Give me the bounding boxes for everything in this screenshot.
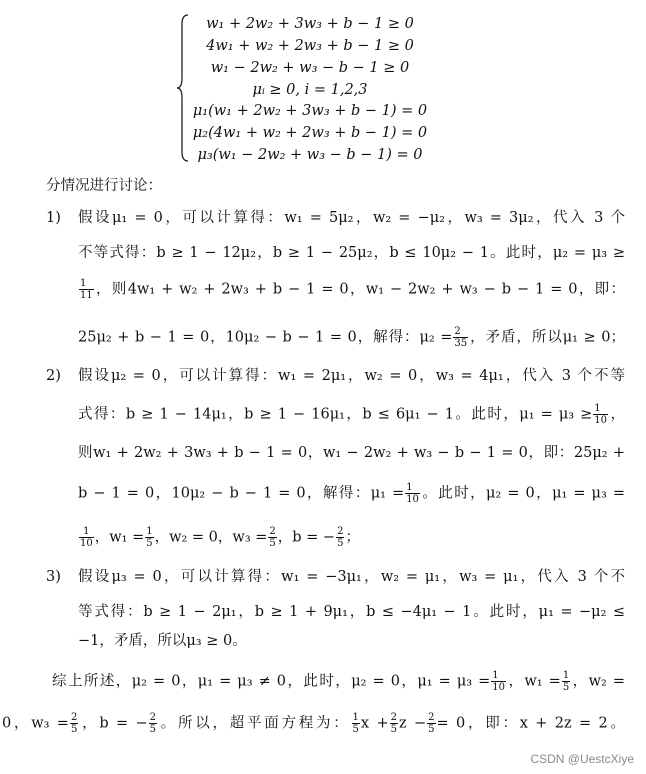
text-segment: x + [360, 715, 389, 732]
fraction [268, 526, 276, 549]
denominator: 5 [337, 538, 344, 549]
list-number: 3) [46, 569, 61, 585]
fraction [390, 712, 398, 735]
system-equation: μᵢ ≥ 0, i = 1,2,3 [252, 82, 368, 98]
text-segment: 分情况进行讨论： [46, 178, 162, 194]
text-line [78, 526, 360, 549]
text-segment: ，w₂ = 0，w₃ = [154, 529, 268, 546]
system-equation: μ₂(4w₁ + w₂ + 2w₃ + b − 1) = 0 [192, 125, 428, 141]
text-line [2, 712, 625, 735]
denominator: 5 [149, 724, 157, 735]
text-line [78, 403, 625, 426]
fraction [149, 712, 157, 735]
fraction [79, 278, 94, 301]
denominator: 10 [80, 538, 93, 549]
denominator: 11 [80, 290, 93, 301]
fraction [427, 712, 435, 735]
text-segment: ， [609, 406, 625, 423]
fraction [336, 526, 344, 549]
text-segment: 25μ₂ + b − 1 = 0，10μ₂ − b − 1 = 0，解得：μ₂ = [78, 329, 453, 346]
text-line [46, 176, 162, 196]
text-segment: = 0，即：x + 2z = 2。 [436, 715, 625, 732]
fraction [79, 526, 94, 549]
denominator: 5 [146, 538, 153, 549]
text-segment: ，矛盾，所以μ₁ ≥ 0； [469, 329, 625, 346]
numerator: 1 [146, 526, 153, 537]
list-number: 2) [46, 368, 61, 384]
text-segment: 则w₁ + 2w₂ + 3w₃ + b − 1 = 0，w₁ − 2w₂ + w₃ − b − 1 = 0，即：25μ₂ + [78, 445, 625, 461]
numerator: 1 [593, 403, 608, 415]
numerator: 2 [428, 712, 435, 723]
text-segment: 假设μ₁ = 0，可以计算得：w₁ = 5μ₂，w₂ = −μ₂，w₃ = 3μ₂，代入 3 个 [78, 210, 625, 226]
system-equation: μ₃(w₁ − 2w₂ + w₃ − b − 1) = 0 [197, 147, 423, 163]
text-line [52, 670, 625, 693]
fraction [352, 712, 360, 735]
text-segment: ，w₂ = [571, 673, 625, 690]
text-segment: 不等式得：b ≥ 1 − 12μ₂，b ≥ 1 − 25μ₂，b ≤ 10μ₂ − 1。此时，μ₂ = μ₃ ≥ [78, 245, 625, 261]
denominator: 10 [492, 682, 505, 693]
denominator: 5 [428, 724, 435, 735]
text-segment: 假设μ₃ = 0，可以计算得：w₁ = −3μ₁，w₂ = μ₁，w₃ = μ₁，代入 3 个不 [78, 569, 625, 585]
denominator: 5 [269, 538, 276, 549]
text-segment: ，w₁ = [94, 529, 145, 546]
text-line [78, 208, 625, 228]
denominator: 5 [352, 724, 359, 735]
fraction [405, 482, 420, 505]
text-segment: ； [345, 529, 360, 546]
denominator: 10 [594, 415, 608, 426]
text-segment: 假设μ₂ = 0，可以计算得：w₁ = 2μ₁，w₂ = 0，w₃ = 4μ₁，代入 3 个不等 [78, 368, 625, 384]
denominator: 5 [70, 724, 78, 735]
numerator: 2 [453, 326, 468, 338]
text-line [78, 366, 625, 386]
text-line [78, 602, 625, 622]
fraction [593, 403, 608, 426]
text-line [78, 326, 625, 349]
text-segment: z − [398, 715, 427, 732]
fraction [70, 712, 78, 735]
text-segment: 等式得：b ≥ 1 − 2μ₁，b ≥ 1 + 9μ₁，b ≤ −4μ₁ − 1。此时，μ₁ = −μ₂ ≤ [78, 604, 625, 620]
denominator: 35 [454, 338, 468, 349]
fraction [453, 326, 468, 349]
numerator: 1 [491, 670, 506, 682]
system-equation: 4w₁ + w₂ + 2w₃ + b − 1 ≥ 0 [206, 38, 414, 54]
text-line [78, 278, 625, 301]
fraction [491, 670, 506, 693]
text-segment: ，b = − [79, 715, 148, 732]
text-segment: 0，w₃ = [2, 715, 69, 732]
numerator: 2 [337, 526, 344, 537]
text-segment: 综上所述，μ₂ = 0，μ₁ = μ₃ ≠ 0，此时，μ₂ = 0，μ₁ = μ₃ = [52, 673, 491, 690]
denominator: 5 [562, 682, 570, 693]
text-segment: 。此时，μ₂ = 0，μ₁ = μ₃ = [420, 485, 625, 502]
system-equation: w₁ − 2w₂ + w₃ − b − 1 ≥ 0 [210, 60, 410, 76]
denominator: 10 [406, 494, 419, 505]
text-line [78, 443, 625, 463]
numerator: 1 [562, 670, 570, 681]
fraction [145, 526, 153, 549]
text-segment: ，则4w₁ + w₂ + 2w₃ + b − 1 = 0，w₁ − 2w₂ + w₃ − b − 1 = 0，即： [94, 281, 625, 298]
numerator: 1 [405, 482, 420, 494]
text-segment: ，w₁ = [507, 673, 561, 690]
numerator: 2 [269, 526, 276, 537]
numerator: 2 [390, 712, 397, 723]
numerator: 2 [149, 712, 157, 723]
numerator: 2 [70, 712, 78, 723]
fraction [562, 670, 570, 693]
text-segment: 式得：b ≥ 1 − 14μ₁，b ≥ 1 − 16μ₁，b ≤ 6μ₁ − 1。此时，μ₁ = μ₃ ≥ [78, 406, 593, 423]
system-equation: w₁ + 2w₂ + 3w₃ + b − 1 ≥ 0 [206, 16, 414, 32]
text-line [78, 482, 625, 505]
system-equation: μ₁(w₁ + 2w₂ + 3w₃ + b − 1) = 0 [192, 103, 428, 119]
numerator: 1 [79, 278, 94, 290]
numerator: 1 [352, 712, 359, 723]
text-line [78, 243, 625, 263]
text-segment: 。所以，超平面方程为： [158, 715, 351, 732]
text-line [78, 631, 247, 651]
text-line [78, 567, 625, 587]
numerator: 1 [79, 526, 94, 538]
text-segment: b − 1 = 0，10μ₂ − b − 1 = 0，解得：μ₁ = [78, 485, 405, 502]
denominator: 5 [390, 724, 397, 735]
list-number: 1) [46, 210, 61, 226]
text-segment: ，b = − [277, 529, 336, 546]
text-segment: −1，矛盾，所以μ₃ ≥ 0。 [78, 633, 247, 649]
watermark: CSDN @UestcXiye [530, 752, 634, 766]
left-brace [176, 14, 190, 162]
